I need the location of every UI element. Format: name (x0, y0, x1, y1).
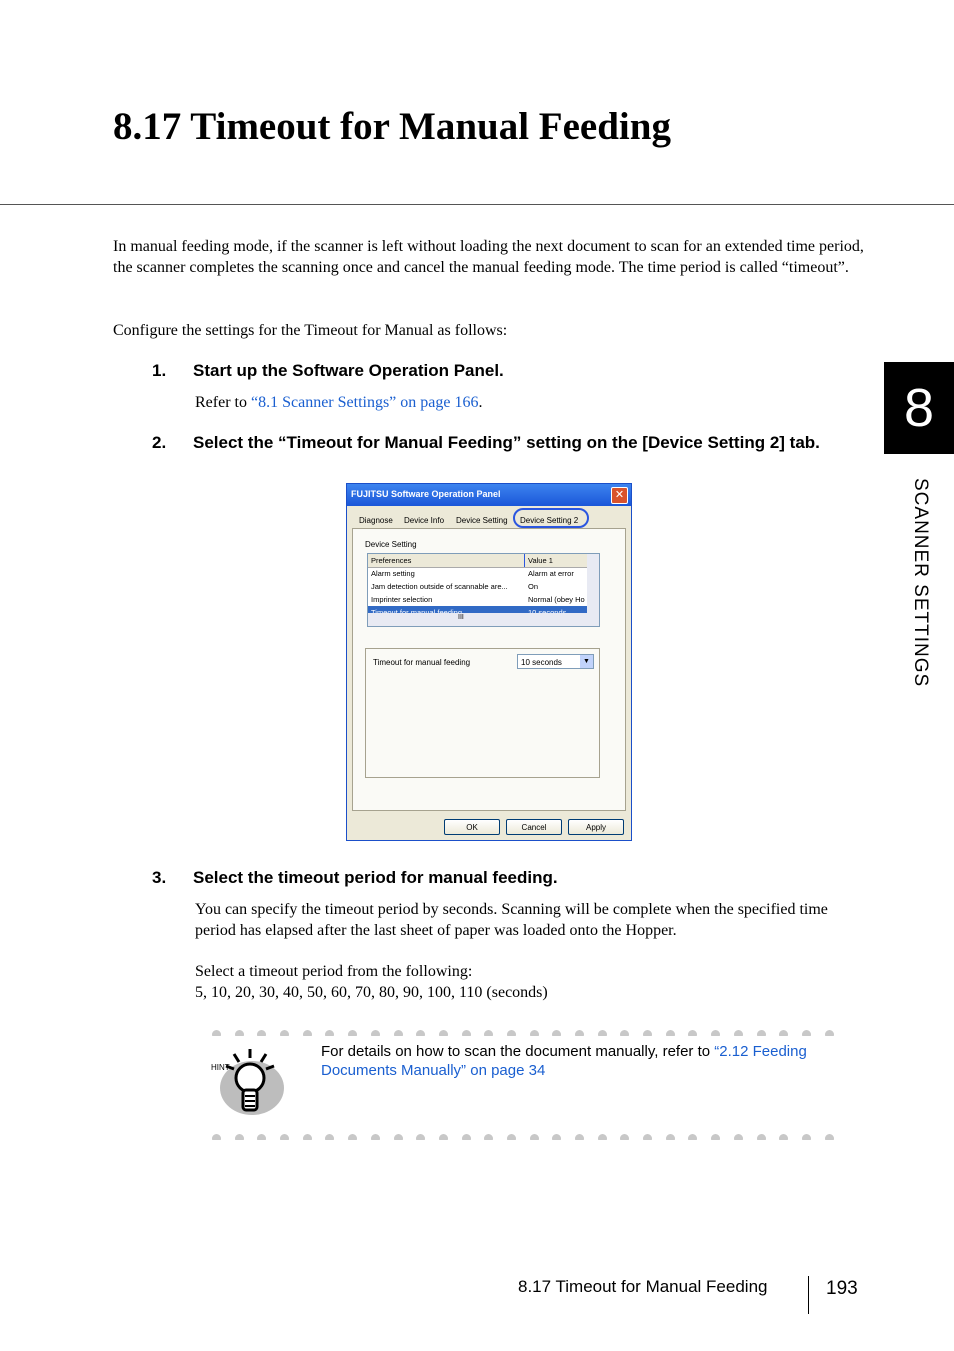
title-rule (0, 204, 954, 205)
list-header (368, 554, 588, 568)
page-number: 193 (826, 1278, 858, 1299)
apply-button[interactable]: Apply (568, 819, 624, 835)
column-header[interactable]: Preferences (371, 556, 412, 565)
step-1-reference (195, 392, 865, 413)
hint-label: HINT (211, 1063, 230, 1072)
hint-dotted-border-bottom (212, 1130, 858, 1140)
step-number: 1. (152, 361, 167, 380)
tab-device-setting-2[interactable]: Device Setting 2 (520, 516, 579, 525)
list-item-label: Alarm setting (371, 569, 415, 578)
chapter-side-label: SCANNER SETTINGS (910, 478, 931, 688)
column-header[interactable]: Value 1 (528, 556, 553, 565)
timeout-label: Timeout for manual feeding (373, 658, 471, 667)
hint-text (321, 1042, 861, 1080)
step-3-description: You can specify the timeout period by seconds. Scanning will be complete when the specified time period has elapsed after the last sheet of paper was loaded onto the Hopper. (195, 901, 828, 939)
lightbulb-icon (210, 1046, 286, 1116)
step-text: Select the timeout period for manual feeding. (193, 868, 558, 887)
horizontal-scrollbar[interactable] (368, 613, 599, 626)
tab-diagnose[interactable]: Diagnose (359, 516, 393, 525)
ref-suffix: . (478, 394, 483, 411)
list-item-value: Alarm at error (528, 569, 574, 578)
intro-paragraph: In manual feeding mode, if the scanner is left without loading the next document to scan for an extended time period, the scanner completes the scanning once and cancel the manual feeding mode. The time period is called “timeout”. (113, 238, 864, 276)
vertical-scrollbar[interactable] (587, 554, 599, 613)
tab-device-info[interactable]: Device Info (404, 516, 445, 525)
column-divider (524, 554, 525, 567)
list-item-value: On (528, 582, 539, 591)
page-title: 8.17 Timeout for Manual Feeding (113, 105, 671, 148)
chevron-down-icon[interactable]: ▼ (580, 655, 593, 668)
dialog-title: FUJITSU Software Operation Panel (351, 489, 501, 499)
timeout-select[interactable] (517, 654, 594, 669)
footer-divider (808, 1276, 809, 1314)
list-item-label: Jam detection outside of scannable are... (371, 582, 508, 591)
scroll-grip: III (458, 614, 464, 621)
list-item-value: Normal (obey Ho (528, 595, 585, 604)
hint-link[interactable]: “2.12 Feeding Documents Manually” on page 34 (321, 1043, 807, 1079)
tab-highlight-outline (513, 508, 589, 528)
step-number: 2. (152, 433, 167, 452)
tab-device-setting[interactable]: Device Setting (456, 516, 508, 525)
configure-paragraph: Configure the settings for the Timeout for Manual as follows: (113, 322, 508, 339)
list-item[interactable] (368, 593, 588, 606)
ok-button[interactable]: OK (444, 819, 500, 835)
software-operation-panel-dialog (346, 483, 632, 841)
step-number: 3. (152, 868, 167, 887)
options-values: 5, 10, 20, 30, 40, 50, 60, 70, 80, 90, 100, 110 (seconds) (195, 984, 548, 1001)
options-intro: Select a timeout period from the following: (195, 963, 473, 980)
group-label: Device Setting (365, 540, 417, 549)
close-icon[interactable]: ✕ (611, 487, 628, 504)
step-text: Start up the Software Operation Panel. (193, 361, 504, 380)
step-text: Select the “Timeout for Manual Feeding” setting on the [Device Setting 2] tab. (193, 433, 820, 452)
hint-dotted-border-top (212, 1026, 858, 1036)
list-item[interactable] (368, 567, 588, 580)
hint-body: For details on how to scan the document manually, refer to (321, 1043, 715, 1060)
list-item[interactable] (368, 580, 588, 593)
list-item-label: Imprinter selection (371, 595, 433, 604)
ref-prefix: Refer to (195, 394, 251, 411)
chapter-tab: 8 (884, 362, 954, 454)
settings-list[interactable] (367, 553, 600, 627)
footer-section-title: 8.17 Timeout for Manual Feeding (518, 1277, 768, 1296)
dialog-titlebar (347, 484, 631, 506)
step-3-options (195, 961, 865, 1003)
ref-link[interactable]: “8.1 Scanner Settings” on page 166 (250, 394, 479, 411)
cancel-button[interactable]: Cancel (506, 819, 562, 835)
timeout-select-value: 10 seconds (521, 658, 562, 667)
